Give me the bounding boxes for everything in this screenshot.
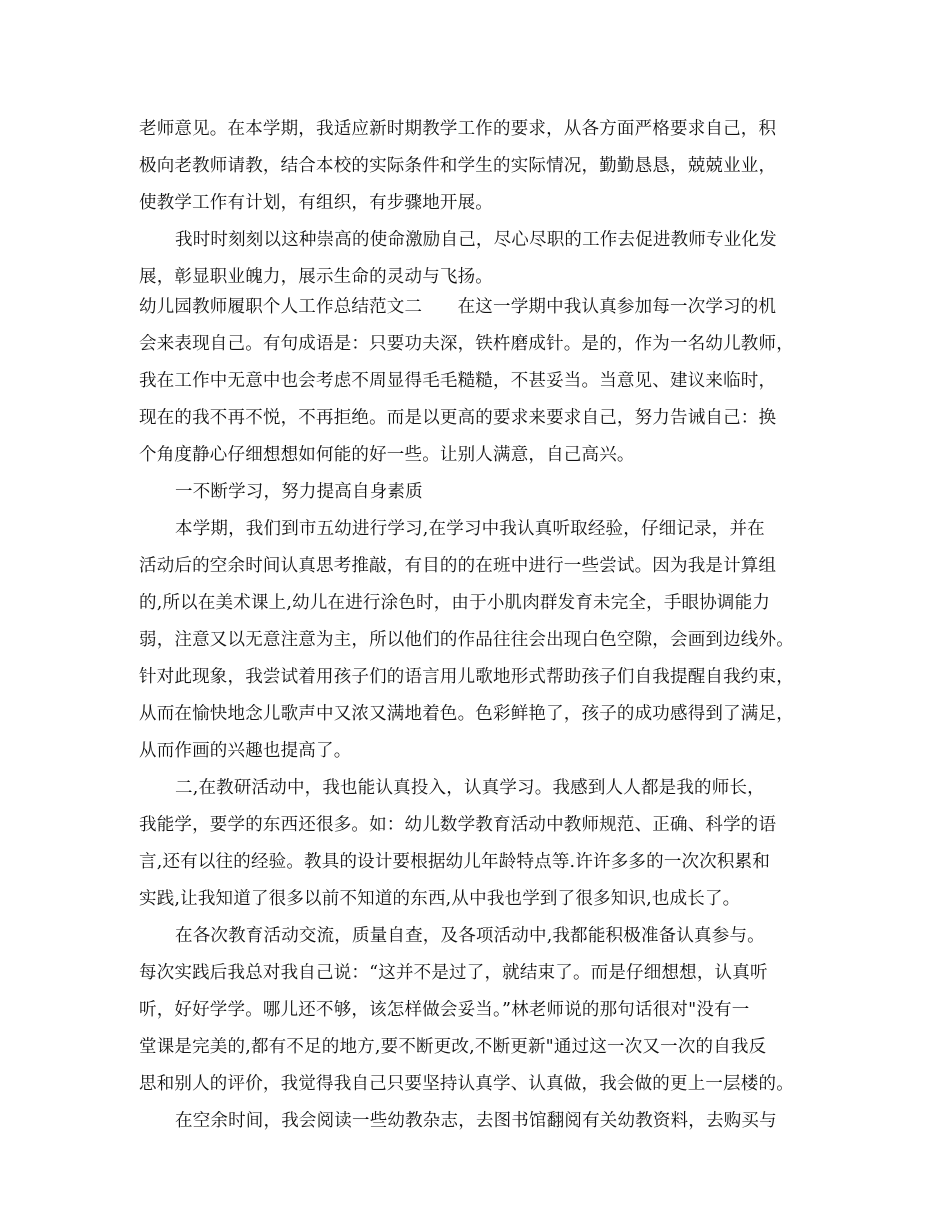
- text-line: 言,还有以往的经验。教具的设计要根据幼儿年龄特点等.许许多多的一次次积累和: [139, 852, 771, 872]
- text-line: 个角度静心仔细想想如何能的好一些。让别人满意，自己高兴。: [139, 445, 635, 465]
- text-line: 我时时刻刻以这种崇高的使命激励自己，尽心尽职的工作去促进教师专业化发: [175, 230, 777, 250]
- text-line: 每次实践后我总对我自己说：“这并不是过了，就结束了。而是仔细想想，认真听: [139, 963, 768, 983]
- text-line: 现在的我不再不悦，不再拒绝。而是以更高的要求来要求自己，努力告诫自己：换: [139, 408, 777, 428]
- text-line: 活动后的空余时间认真思考推敲，有目的的在班中进行一些尝试。因为我是计算组: [139, 556, 777, 576]
- text-line: 在各次教育活动交流，质量自查，及各项活动中,我都能积极准备认真参与。: [175, 926, 765, 946]
- text-line: 实践,让我知道了很多以前不知道的东西,从中我也学到了很多知识,也成长了。: [139, 889, 741, 909]
- subheading: 一不断学习，努力提高自身素质: [175, 482, 423, 502]
- text-line: 展，彰显职业魄力，展示生命的灵动与飞扬。: [139, 267, 493, 287]
- text-line: 极向老教师请教，结合本校的实际条件和学生的实际情况，勤勤恳恳，兢兢业业，: [139, 156, 777, 176]
- text-line: 老师意见。在本学期，我适应新时期教学工作的要求，从各方面严格要求自己，积: [139, 119, 777, 139]
- text-line: 思和别人的评价，我觉得我自己只要坚持认真学、认真做，我会做的更上一层楼的。: [139, 1074, 794, 1094]
- text-line: 听，好好学学。哪儿还不够，该怎样做会妥当。”林老师说的那句话很对"没有一: [139, 1000, 750, 1020]
- text-line: 从而作画的兴趣也提高了。: [139, 741, 352, 761]
- text-line: 针对此现象，我尝试着用孩子们的语言用儿歌地形式帮助孩子们自我提醒自我约束，: [139, 667, 794, 687]
- text-line: 堂课是完美的,都有不足的地方,要不断更改,不断更新"通过这一次又一次的自我反: [139, 1037, 767, 1057]
- text-line: 会来表现自己。有句成语是：只要功夫深，铁杵磨成针。是的，作为一名幼儿教师，: [139, 334, 794, 354]
- text-line: 我在工作中无意中也会考虑不周显得毛毛糙糙，不甚妥当。当意见、建议来临时，: [139, 371, 777, 391]
- text-line: 我能学，要学的东西还很多。如：幼儿数学教育活动中教师规范、正确、科学的语: [139, 815, 777, 835]
- text-line: 本学期，我们到市五幼进行学习,在学习中我认真听取经验，仔细记录，并在: [175, 519, 765, 539]
- text-line: 使教学工作有计划，有组织，有步骤地开展。: [139, 193, 493, 213]
- text-line: 的,所以在美术课上,幼儿在进行涂色时，由于小肌肉群发育未完全，手眼协调能力: [139, 593, 771, 613]
- text-line: 弱，注意又以无意注意为主，所以他们的作品往往会出现白色空隙，会画到边线外。: [139, 630, 794, 650]
- text-line: 在空余时间，我会阅读一些幼教杂志，去图书馆翻阅有关幼教资料，去购买与: [175, 1111, 777, 1131]
- text-line: 二,在教研活动中，我也能认真投入，认真学习。我感到人人都是我的师长，: [175, 778, 765, 798]
- text-line: 从而在愉快地念儿歌声中又浓又满地着色。色彩鲜艳了，孩子的成功感得到了满足，: [139, 704, 794, 724]
- section-title-line: 幼儿园教师履职个人工作总结范文二 在这一学期中我认真参加每一次学习的机: [139, 297, 777, 317]
